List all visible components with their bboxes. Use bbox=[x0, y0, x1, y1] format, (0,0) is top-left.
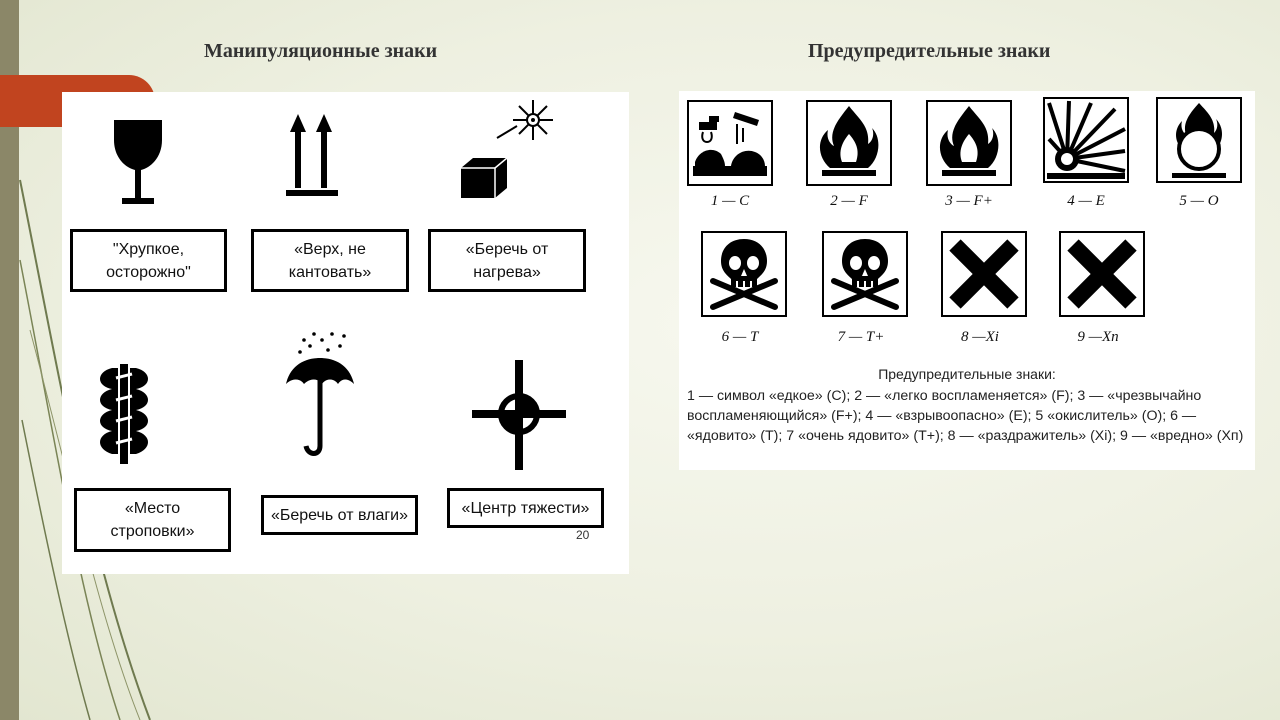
hazard-sign-8 bbox=[941, 231, 1027, 317]
hazard-code-5: 5 — O bbox=[1179, 193, 1219, 209]
keep-dry-umbrella-icon bbox=[284, 328, 356, 460]
hazard-sign-3 bbox=[926, 100, 1012, 186]
center-of-gravity-label: «Центр тяжести» bbox=[447, 488, 604, 528]
hazard-code-3: 3 — F+ bbox=[945, 193, 993, 209]
hazard-sign-5 bbox=[1156, 97, 1242, 183]
hazard-code-8: 8 —Xi bbox=[961, 329, 999, 345]
this-way-up-label: «Верх, не кантовать» bbox=[251, 229, 409, 292]
hazard-sign-7 bbox=[822, 231, 908, 317]
manipulation-heading: Манипуляционные знаки bbox=[204, 40, 438, 62]
flame-icon bbox=[808, 102, 890, 184]
page-number: 20 bbox=[576, 528, 590, 542]
this-way-up-arrows-icon bbox=[284, 112, 340, 198]
fragile-label: "Хрупкое, осторожно" bbox=[70, 229, 227, 292]
corrosive-icon bbox=[689, 102, 771, 184]
protect-from-heat-label: «Беречь от нагрева» bbox=[428, 229, 586, 292]
sling-here-icon bbox=[96, 364, 152, 464]
warning-heading: Предупредительные знаки bbox=[808, 40, 1051, 62]
flame-icon bbox=[928, 102, 1010, 184]
manipulation-signs-panel bbox=[62, 92, 629, 574]
warning-signs-panel bbox=[679, 91, 1255, 470]
fragile-glass-icon bbox=[110, 118, 166, 206]
hazard-code-4: 4 — E bbox=[1067, 193, 1105, 209]
keep-dry-label: «Беречь от влаги» bbox=[261, 495, 418, 535]
protect-from-heat-icon bbox=[457, 96, 557, 202]
hazard-code-1: 1 — C bbox=[710, 193, 750, 209]
sling-here-label: «Место строповки» bbox=[74, 488, 231, 552]
cross-icon bbox=[943, 233, 1025, 315]
legend-text: 1 — символ «едкое» (С); 2 — «легко воспламеняется» (F); 3 — «чрезвычайно воспламеняющийся» (F+); 4 — «взрывоопасно» (Е); 5 «окислитель» (О); 6 — «ядовито» (Т); 7 «очень ядовито» (Т+); 8 — «раздражитель» (Xi); 9 — «вредно» (Хп) bbox=[687, 388, 1244, 444]
legend-title: Предупредительные знаки: bbox=[878, 366, 1056, 382]
hazard-code-7: 7 — T+ bbox=[837, 329, 885, 345]
oxidizer-icon bbox=[1158, 99, 1240, 181]
hazard-code-2: 2 — F bbox=[830, 193, 868, 209]
hazard-sign-1 bbox=[687, 100, 773, 186]
hazard-sign-9 bbox=[1059, 231, 1145, 317]
skull-crossbones-icon bbox=[703, 233, 785, 315]
hazard-sign-2 bbox=[806, 100, 892, 186]
cross-icon bbox=[1061, 233, 1143, 315]
hazard-sign-4 bbox=[1043, 97, 1129, 183]
hazard-code-6: 6 — T bbox=[721, 329, 759, 345]
skull-crossbones-icon bbox=[824, 233, 906, 315]
explosive-icon bbox=[1045, 99, 1127, 181]
hazard-sign-6 bbox=[701, 231, 787, 317]
center-of-gravity-icon bbox=[472, 360, 566, 470]
hazard-code-9: 9 —Xn bbox=[1077, 329, 1119, 345]
